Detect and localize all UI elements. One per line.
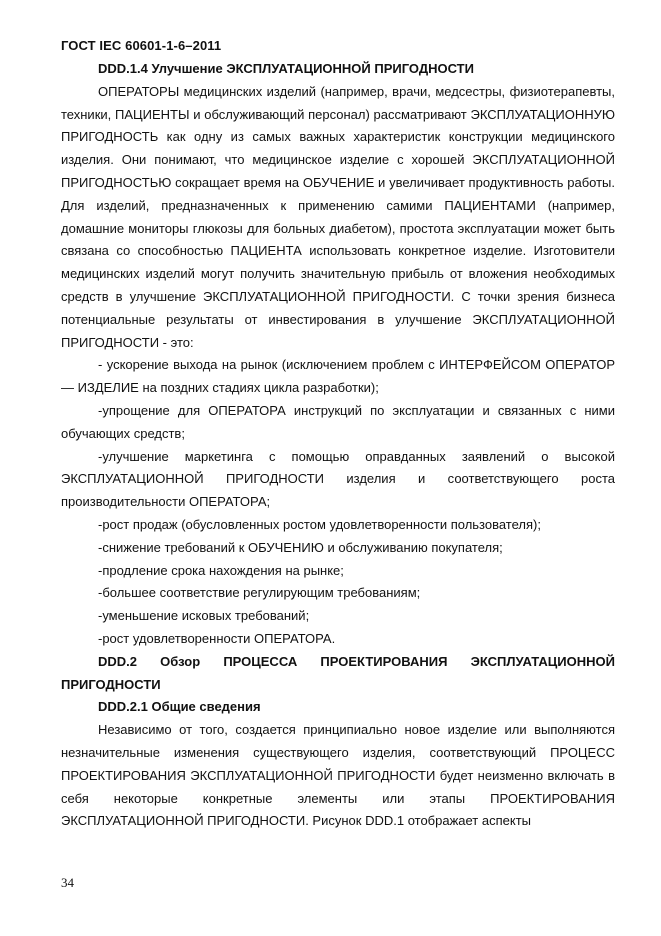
list-item-regulatory-compliance: -большее соответствие регулирующим требованиям; [98, 585, 421, 601]
list-item-operator-satisfaction: -рост удовлетворенности ОПЕРАТОРА. [98, 630, 336, 646]
list-item-time-to-market: - ускорение выхода на рынок (исключением проблем с ИНТЕРФЕЙСОМ ОПЕРАТОР — ИЗДЕЛИЕ на поздних стадиях цикла разработки); [61, 357, 615, 396]
document-body [61, 58, 615, 833]
paragraph-usability-intro: ОПЕРАТОРЫ медицинских изделий (например, врачи, медсестры, физиотерапевты, техники, ПАЦИЕНТЫ и обслуживающий персонал) рассматривают ЭКСПЛУАТАЦИОННУЮ ПРИГОДНОСТЬ как одну из самых важных характеристик конструкции медицинского изделия. Они понимают, что медицинское изделие с хорошей ЭКСПЛУАТАЦИОННОЙ ПРИГОДНОСТЬЮ сокращает время на ОБУЧЕНИЕ и увеличивает продуктивность работы. Для изделий, предназначенных к применению самими ПАЦИЕНТАМИ (например, домашние мониторы глюкозы для больных диабетом), простота эксплуатации может быть связана со способностью ПАЦИЕНТА использовать конкретное изделие. Изготовители медицинских изделий могут получить значительную прибыль от вложения необходимых средств в улучшение ЭКСПЛУАТАЦИОННОЙ ПРИГОДНОСТИ. С точки зрения бизнеса потенциальные результаты от инвестирования в улучшение ЭКСПЛУАТАЦИОННОЙ ПРИГОДНОСТИ - это: [61, 83, 615, 350]
list-item-fewer-claims: -уменьшение исковых требований; [98, 608, 310, 624]
document-header: ГОСТ IEC 60601-1-6–2011 [61, 38, 222, 53]
section-heading-ddd-2-1: DDD.2.1 Общие сведения [98, 699, 261, 715]
section-heading-ddd-2: DDD.2 Обзор ПРОЦЕССА ПРОЕКТИРОВАНИЯ ЭКСПЛУАТАЦИОННОЙ ПРИГОДНОСТИ [61, 653, 615, 692]
list-item-market-life: -продление срока нахождения на рынке; [98, 562, 344, 578]
list-item-marketing: -улучшение маркетинга с помощью оправданных заявлений о высокой ЭКСПЛУАТАЦИОННОЙ ПРИГОДНОСТИ изделия и соответствующего роста производительности ОПЕРАТОРА; [61, 448, 615, 510]
list-item-sales-growth: -рост продаж (обусловленных ростом удовлетворенности пользователя); [98, 516, 541, 532]
list-item-training-reduction: -снижение требований к ОБУЧЕНИЮ и обслуживанию покупателя; [98, 539, 503, 555]
section-heading-ddd-1-4: DDD.1.4 Улучшение ЭКСПЛУАТАЦИОННОЙ ПРИГОДНОСТИ [98, 61, 474, 76]
page-number: 34 [61, 875, 74, 890]
list-item-simplified-instructions: -упрощение для ОПЕРАТОРА инструкций по эксплуатации и связанных с ними обучающих средств; [61, 402, 615, 441]
paragraph-general-info: Независимо от того, создается принципиально новое изделие или выполняются незначительные изменения существующего изделия, соответствующий ПРОЦЕСС ПРОЕКТИРОВАНИЯ ЭКСПЛУАТАЦИОННОЙ ПРИГОДНОСТИ будет неизменно включать в себя некоторые конкретные элементы или этапы ПРОЕКТИРОВАНИЯ ЭКСПЛУАТАЦИОННОЙ ПРИГОДНОСТИ. Рисунок DDD.1 отображает аспекты [61, 722, 615, 829]
